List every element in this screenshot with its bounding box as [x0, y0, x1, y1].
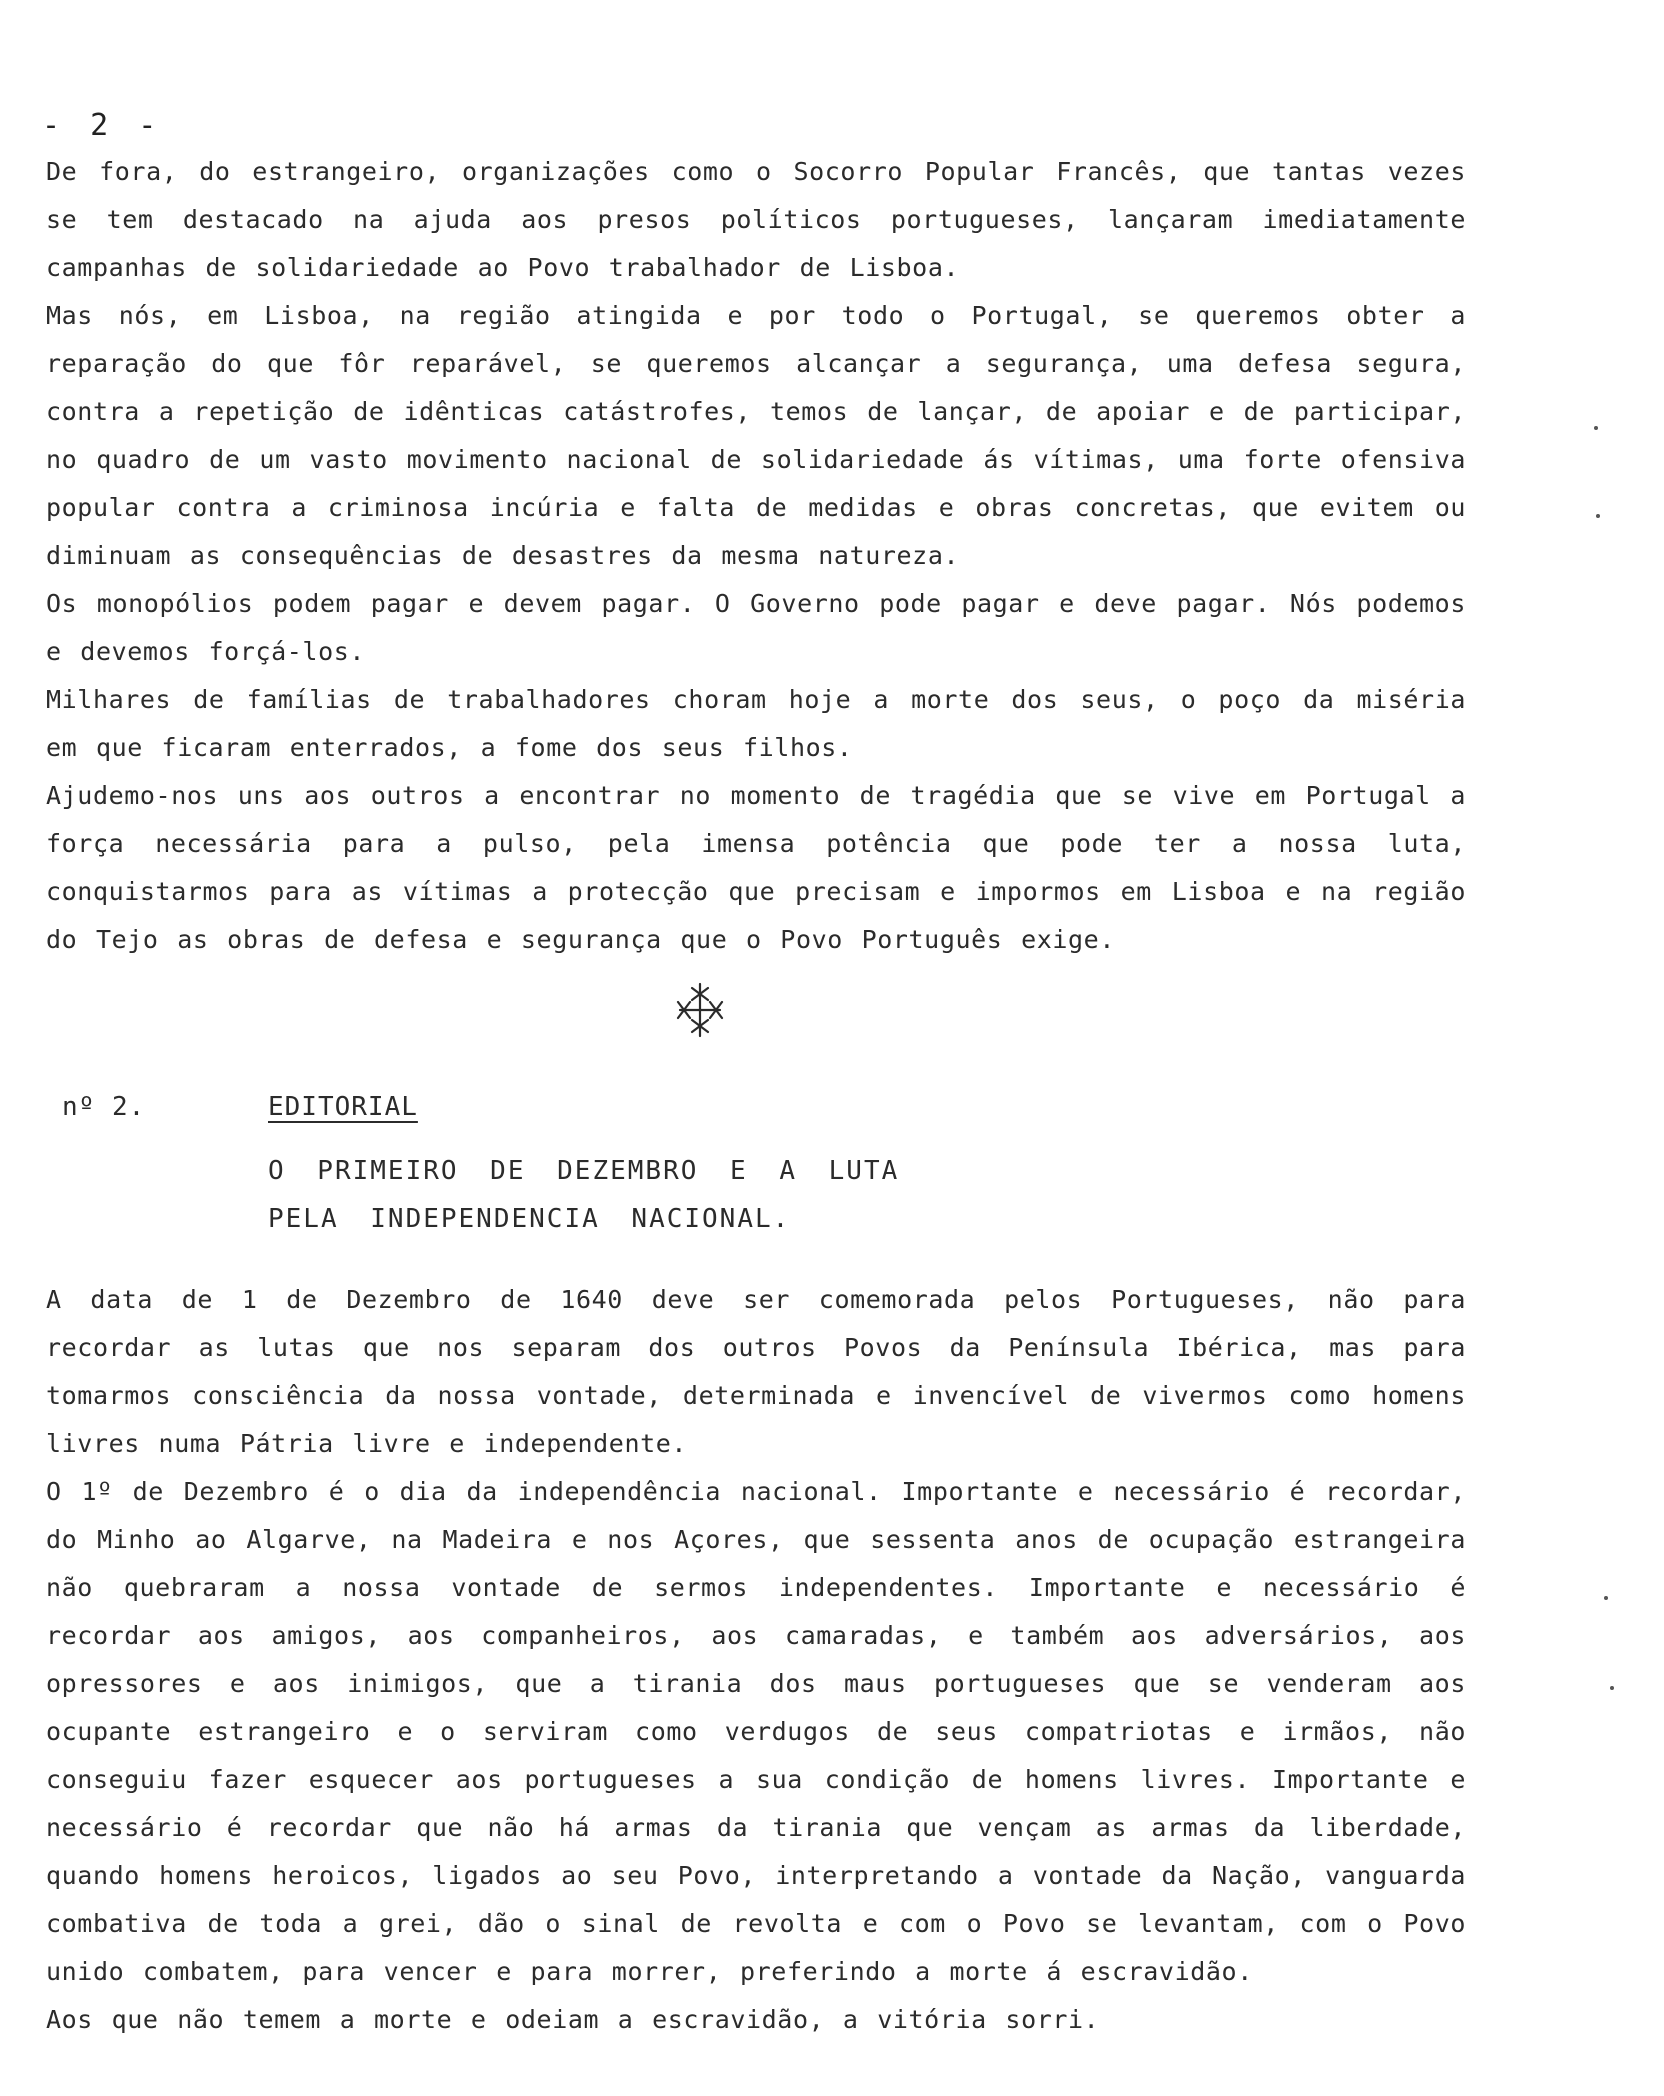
scan-speck — [1610, 1686, 1614, 1690]
asterism-ornament-icon — [672, 980, 728, 1040]
scan-speck — [1594, 426, 1598, 430]
paragraph-monopolies: Os monopólios podem pagar e devem pagar. O Governo pode pagar e deve pagar. Nós podemos e devemos forçá-los. — [46, 589, 1466, 666]
paragraph-december-date: A data de 1 de Dezembro de 1640 deve ser comemorada pelos Portugueses, não para recordar as lutas que nos separam dos outros Povos da Península Ibérica, mas para tomarmos consciência da nossa vontade, determinada e invencível de vivermos como homens livres numa Pátria livre e independente. — [46, 1285, 1466, 1458]
headline-line-2: PELA INDEPENDENCIA NACIONAL. — [268, 1204, 791, 1234]
paragraph-closing: Aos que não temem a morte e odeiam a escravidão, a vitória sorri. — [46, 2005, 1100, 2034]
paragraph-help-each-other: Ajudemo-nos uns aos outros a encontrar no momento de tragédia que se vive em Portugal a força necessária para a pulso, pela imensa potência que pode ter a nossa luta, conquistarmos para as vítimas a protecção que precisam e impormos em Lisboa e na região do Tejo as obras de defesa e segurança que o Povo Português exige. — [46, 781, 1466, 954]
scan-speck — [1604, 1596, 1608, 1600]
page-number: - 2 - — [42, 108, 163, 143]
paragraph-families: Milhares de famílias de trabalhadores choram hoje a morte dos seus, o poço da miséria em que ficaram enterrados, a fome dos seus filhos. — [46, 685, 1466, 762]
headline-line-1: O PRIMEIRO DE DEZEMBRO E A LUTA — [268, 1156, 900, 1186]
paragraph-independence-day: O 1º de Dezembro é o dia da independência nacional. Importante e necessário é recordar, do Minho ao Algarve, na Madeira e nos Açores, que sessenta anos de ocupação estrangeira não quebraram a nossa vontade de sermos independentes. Importante e necessário é recordar aos amigos, aos companheiros, aos camaradas, e também aos adversários, aos opressores e aos inimigos, que a tirania dos maus portugueses que se venderam aos ocupante estrangeiro e o serviram como verdugos de seus compatriotas e irmãos, não conseguiu fazer esquecer aos portugueses a sua condição de homens livres. Importante e necessário é recordar que não há armas da tirania que vençam as armas da liberdade, quando homens heroicos, ligados ao seu Povo, interpretando a vontade da Nação, vanguarda combativa de toda a grei, dão o sinal de revolta e com o Povo se levantam, com o Povo unido combatem, para vencer e para morrer, preferindo a morte á escravidão. — [46, 1477, 1466, 1986]
section-label-editorial: EDITORIAL — [268, 1092, 418, 1122]
section-number: nº 2. — [62, 1092, 146, 1122]
paragraph-solidarity-abroad: De fora, do estrangeiro, organizações como o Socorro Popular Francês, que tantas vezes se tem destacado na ajuda aos presos políticos portugueses, lançaram imediatamente campanhas de solidariedade ao Povo trabalhador de Lisboa. — [46, 157, 1466, 282]
scan-speck — [1596, 514, 1600, 518]
paragraph-national-movement: Mas nós, em Lisboa, na região atingida e por todo o Portugal, se queremos obter a reparação do que fôr reparável, se queremos alcançar a segurança, uma defesa segura, contra a repetição de idênticas catástrofes, temos de lançar, de apoiar e de participar, no quadro de um vasto movimento nacional de solidariedade ás vítimas, uma forte ofensiva popular contra a criminosa incúria e falta de medidas e obras concretas, que evitem ou diminuam as consequências de desastres da mesma natureza. — [46, 301, 1466, 570]
